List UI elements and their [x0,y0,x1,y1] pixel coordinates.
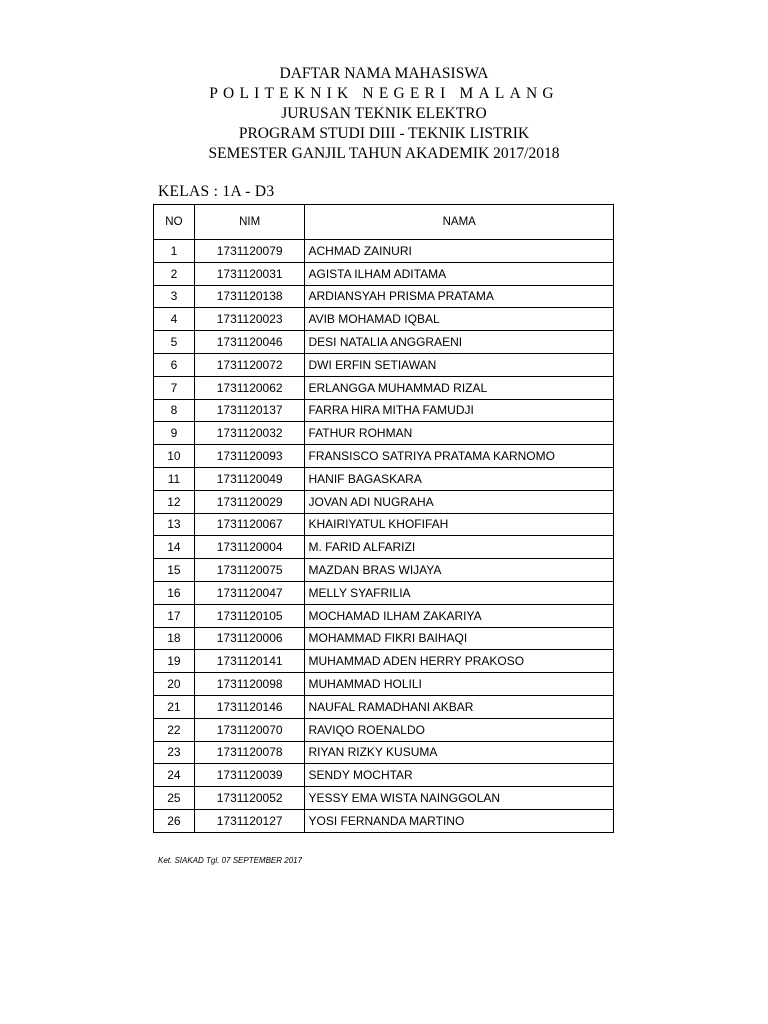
student-nim: 1731120138 [194,285,305,308]
student-nim: 1731120072 [194,353,305,376]
student-nim: 1731120032 [194,422,305,445]
table-row [154,604,614,627]
student-nim: 1731120029 [194,490,305,513]
student-nim: 1731120006 [194,627,305,650]
student-nim: 1731120062 [194,376,305,399]
student-name: MOHAMMAD FIKRI BAIHAQI [305,627,614,650]
student-nim: 1731120079 [194,240,305,263]
study-program: PROGRAM STUDI DIII - TEKNIK LISTRIK [238,125,530,142]
row-number: 20 [154,673,195,696]
student-name: ARDIANSYAH PRISMA PRATAMA [305,285,614,308]
table-header-row [154,205,614,240]
student-name: RIYAN RIZKY KUSUMA [305,741,614,764]
student-name: RAVIQO ROENALDO [305,718,614,741]
student-nim: 1731120146 [194,695,305,718]
row-number: 6 [154,353,195,376]
row-number: 3 [154,285,195,308]
table-row [154,262,614,285]
row-number: 9 [154,422,195,445]
table-row [154,673,614,696]
table-row [154,308,614,331]
row-number: 25 [154,787,195,810]
student-name: MUHAMMAD ADEN HERRY PRAKOSO [305,650,614,673]
footer-note: Ket. SIAKAD Tgl. 07 SEPTEMBER 2017 [158,856,303,865]
table-row [154,809,614,832]
student-name: MUHAMMAD HOLILI [305,673,614,696]
student-nim: 1731120098 [194,673,305,696]
student-name: KHAIRIYATUL KHOFIFAH [305,513,614,536]
table-row [154,467,614,490]
student-table-body [154,240,614,833]
student-nim: 1731120141 [194,650,305,673]
row-number: 5 [154,331,195,354]
table-row [154,490,614,513]
row-number: 11 [154,467,195,490]
column-header-nim: NIM [194,205,305,240]
table-row [154,445,614,468]
student-nim: 1731120004 [194,536,305,559]
student-nim: 1731120093 [194,445,305,468]
row-number: 8 [154,399,195,422]
row-number: 2 [154,262,195,285]
document-title: DAFTAR NAMA MAHASISWA [279,65,489,82]
table-row [154,627,614,650]
student-name: FRANSISCO SATRIYA PRATAMA KARNOMO [305,445,614,468]
row-number: 16 [154,581,195,604]
row-number: 19 [154,650,195,673]
row-number: 22 [154,718,195,741]
row-number: 13 [154,513,195,536]
column-header-no: NO [154,205,195,240]
student-name: MOCHAMAD ILHAM ZAKARIYA [305,604,614,627]
student-nim: 1731120046 [194,331,305,354]
class-label: KELAS : 1A - D3 [158,183,275,200]
student-table [153,204,614,833]
table-row [154,787,614,810]
row-number: 12 [154,490,195,513]
student-nim: 1731120031 [194,262,305,285]
row-number: 18 [154,627,195,650]
student-nim: 1731120075 [194,559,305,582]
row-number: 10 [154,445,195,468]
student-name: HANIF BAGASKARA [305,467,614,490]
table-row [154,422,614,445]
student-name: DWI ERFIN SETIAWAN [305,353,614,376]
table-row [154,764,614,787]
row-number: 23 [154,741,195,764]
student-name: ACHMAD ZAINURI [305,240,614,263]
table-row [154,331,614,354]
row-number: 4 [154,308,195,331]
student-name: FATHUR ROHMAN [305,422,614,445]
table-row [154,536,614,559]
table-row [154,581,614,604]
table-row [154,513,614,536]
student-name: AGISTA ILHAM ADITAMA [305,262,614,285]
table-row [154,695,614,718]
table-row [154,399,614,422]
table-row [154,741,614,764]
student-nim: 1731120078 [194,741,305,764]
table-row [154,376,614,399]
table-row [154,240,614,263]
student-name: MAZDAN BRAS WIJAYA [305,559,614,582]
row-number: 14 [154,536,195,559]
student-name: FARRA HIRA MITHA FAMUDJI [305,399,614,422]
student-nim: 1731120127 [194,809,305,832]
student-name: AVIB MOHAMAD IQBAL [305,308,614,331]
student-nim: 1731120137 [194,399,305,422]
student-nim: 1731120023 [194,308,305,331]
table-row [154,285,614,308]
student-name: M. FARID ALFARIZI [305,536,614,559]
student-name: MELLY SYAFRILIA [305,581,614,604]
student-nim: 1731120039 [194,764,305,787]
row-number: 21 [154,695,195,718]
row-number: 15 [154,559,195,582]
department-name: JURUSAN TEKNIK ELEKTRO [281,105,487,122]
student-nim: 1731120105 [194,604,305,627]
student-nim: 1731120049 [194,467,305,490]
table-row [154,650,614,673]
table-row [154,353,614,376]
student-name: SENDY MOCHTAR [305,764,614,787]
row-number: 24 [154,764,195,787]
academic-semester: SEMESTER GANJIL TAHUN AKADEMIK 2017/2018 [208,145,560,162]
table-row [154,718,614,741]
student-nim: 1731120052 [194,787,305,810]
column-header-nama: NAMA [305,205,614,240]
student-name: YESSY EMA WISTA NAINGGOLAN [305,787,614,810]
student-nim: 1731120070 [194,718,305,741]
table-row [154,559,614,582]
row-number: 17 [154,604,195,627]
student-nim: 1731120047 [194,581,305,604]
row-number: 7 [154,376,195,399]
student-nim: 1731120067 [194,513,305,536]
student-name: YOSI FERNANDA MARTINO [305,809,614,832]
row-number: 26 [154,809,195,832]
document-header [0,64,768,164]
student-name: JOVAN ADI NUGRAHA [305,490,614,513]
row-number: 1 [154,240,195,263]
student-name: DESI NATALIA ANGGRAENI [305,331,614,354]
student-name: ERLANGGA MUHAMMAD RIZAL [305,376,614,399]
institution-name: POLITEKNIK NEGERI MALANG [209,85,559,102]
student-name: NAUFAL RAMADHANI AKBAR [305,695,614,718]
